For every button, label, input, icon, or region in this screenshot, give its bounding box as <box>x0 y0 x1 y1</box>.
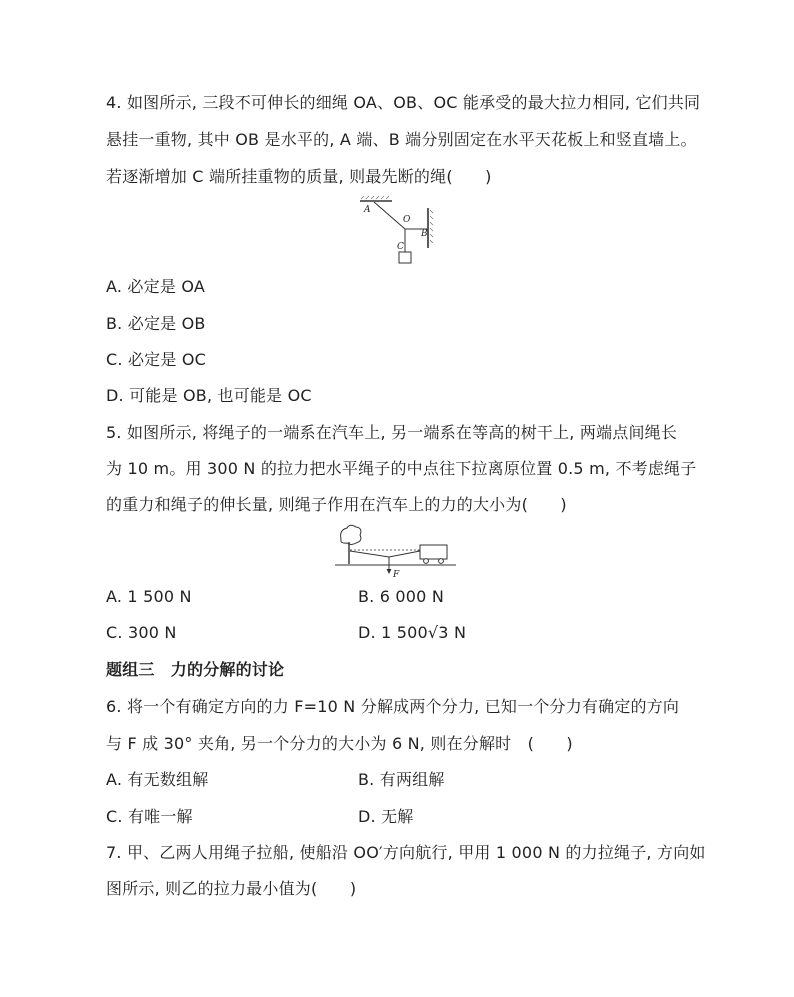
q4-text-line-1: 4. 如图所示, 三段不可伸长的细绳 OA、OB、OC 能承受的最大拉力相同, 它们共同 <box>106 93 701 112</box>
q4-text-line-3: 若逐渐增加 C 端所挂重物的质量, 则最先断的绳( ) <box>106 167 492 186</box>
car-wheel-front <box>424 559 429 564</box>
q5-text-line-2: 为 10 m。用 300 N 的拉力把水平绳子的中点往下拉离原位置 0.5 m, 不考虑绳子 <box>106 459 697 478</box>
q5-option-b: B. 6 000 N <box>358 587 445 606</box>
force-arrowhead <box>387 569 392 574</box>
rope-oa <box>374 202 405 229</box>
q4-option-b: B. 必定是 OB <box>106 314 206 333</box>
q5-option-d: D. 1 500√3 N <box>358 623 467 642</box>
q7-text-line-2: 图所示, 则乙的拉力最小值为( ) <box>106 879 357 898</box>
label-c: C <box>397 242 404 252</box>
q6-option-a: A. 有无数组解 <box>106 770 209 789</box>
rope-pulled <box>350 551 420 557</box>
q7-text-line-1: 7. 甲、乙两人用绳子拉船, 使船沿 OO′方向航行, 甲用 1 000 N 的力拉绳子, 方向如 <box>106 843 706 862</box>
q5-option-c: C. 300 N <box>106 623 177 642</box>
q4-text-line-2: 悬挂一重物, 其中 OB 是水平的, A 端、B 端分别固定在水平天花板上和竖直墙上。 <box>106 130 697 149</box>
q5-option-a: A. 1 500 N <box>106 587 192 606</box>
label-f: F <box>393 570 400 580</box>
q6-option-b: B. 有两组解 <box>358 770 445 789</box>
q5-car-tree-figure <box>330 522 460 582</box>
q6-option-d: D. 无解 <box>358 807 414 826</box>
tree-canopy <box>341 525 361 544</box>
q6-text-line-1: 6. 将一个有确定方向的力 F=10 N 分解成两个分力, 已知一个分力有确定的方向 <box>106 697 680 716</box>
q6-option-c: C. 有唯一解 <box>106 807 193 826</box>
label-o: O <box>403 215 411 225</box>
label-b: B <box>421 229 428 239</box>
q5-text-line-1: 5. 如图所示, 将绳子的一端系在汽车上, 另一端系在等高的树干上, 两端点间绳长 <box>106 423 678 442</box>
hanging-weight <box>399 252 411 263</box>
car-wheel-rear <box>439 559 444 564</box>
q6-text-line-2: 与 F 成 30° 夹角, 另一个分力的大小为 6 N, 则在分解时 ( ) <box>106 734 573 753</box>
q4-option-c: C. 必定是 OC <box>106 350 206 369</box>
ceiling-hatch <box>361 196 389 199</box>
q4-option-a: A. 必定是 OA <box>106 277 205 296</box>
car-body <box>420 545 447 559</box>
label-a: A <box>364 205 371 215</box>
section-heading: 题组三 力的分解的讨论 <box>106 660 285 679</box>
q4-option-d: D. 可能是 OB, 也可能是 OC <box>106 386 312 405</box>
wall-hatch <box>430 210 433 243</box>
q4-rope-figure <box>350 194 450 269</box>
q5-text-line-3: 的重力和绳子的伸长量, 则绳子作用在汽车上的力的大小为( ) <box>106 495 567 514</box>
